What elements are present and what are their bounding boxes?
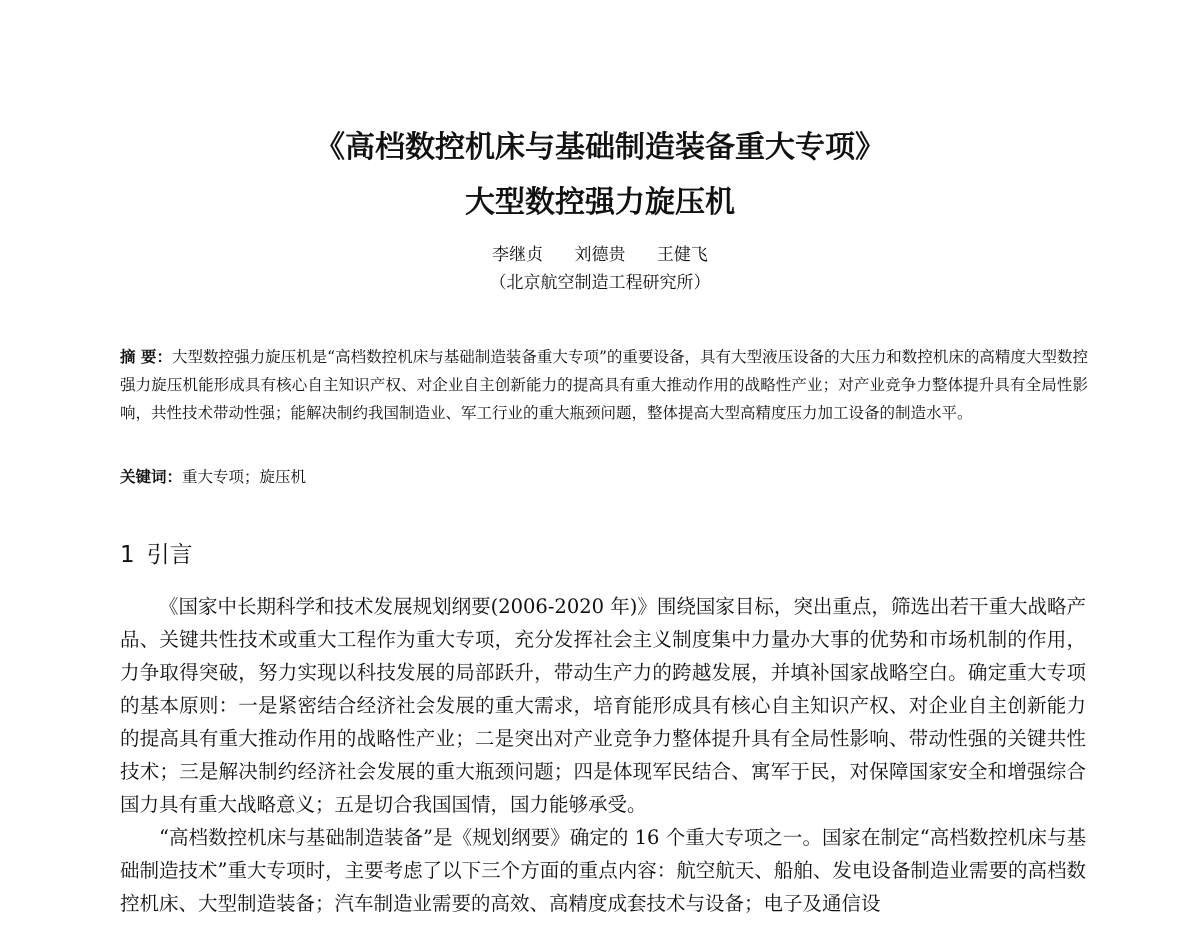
paper-title-line1: 《高档数控机床与基础制造装备重大专项》: [315, 130, 885, 165]
author-name: 王健飞: [656, 245, 708, 265]
abstract-text: 大型数控强力旋压机是“高档数控机床与基础制造装备重大专项”的重要设备，具有大型液压设备的大压力和数控机床的高精度大型数控强力旋压机能形成具有核心自主知识产权、对企业自主创新能力的提高具有重大推动作用的战略性产业；对产业竞争力整体提升具有全局性影响，共性技术带动性强；能解决制约我国制造业、军工行业的重大瓶颈问题，整体提高大型高精度压力加工设备的制造水平。: [120, 348, 1088, 422]
author-list: [0, 240, 1200, 265]
keywords-label: 关键词：: [120, 467, 183, 486]
abstract: [120, 343, 1088, 427]
paragraph: “高档数控机床与基础制造装备”是《规划纲要》确定的 16 个重大专项之一。国家在制定“高档数控机床与基础制造技术”重大专项时，主要考虑了以下三个方面的重点内容：航空航天、船舶、发电设备制造业需要的高档数控机床、大型制造装备；汽车制造业需要的高效、高精度成套技术与设备；电子及通信设: [120, 826, 1086, 915]
author-name: 刘德贵: [574, 245, 626, 265]
section-number: 1: [120, 542, 135, 568]
paragraph: 《国家中长期科学和技术发展规划纲要(2006-2020 年)》围绕国家目标，突出重点，筛选出若干重大战略产品、关键共性技术或重大工程作为重大专项，充分发挥社会主义制度集中力量办大事的优势和市场机制的作用，力争取得突破，努力实现以科技发展的局部跃升，带动生产力的跨越发展，并填补国家战略空白。确定重大专项的基本原则：一是紧密结合经济社会发展的重大需求，培育能形成具有核心自主知识产权、对企业自主创新能力的提高具有重大推动作用的战略性产业；二是突出对产业竞争力整体提升具有全局性影响、带动性强的关键共性技术；三是解决制约经济社会发展的重大瓶颈问题；四是体现军民结合、寓军于民，对保障国家安全和增强综合国力具有重大战略意义；五是切合我国国情，国力能够承受。: [120, 595, 1086, 816]
keywords: [120, 464, 1088, 490]
affiliation: （北京航空制造工程研究所）: [489, 273, 711, 293]
author-name: 李继贞: [492, 245, 544, 265]
section-title: 引言: [146, 542, 193, 568]
keywords-text: 重大专项；旋压机: [182, 468, 307, 486]
body-text: [120, 590, 1086, 920]
abstract-label: 摘 要：: [120, 347, 172, 366]
section-heading: [120, 536, 193, 569]
paper-title-line2: 大型数控强力旋压机: [465, 185, 735, 220]
